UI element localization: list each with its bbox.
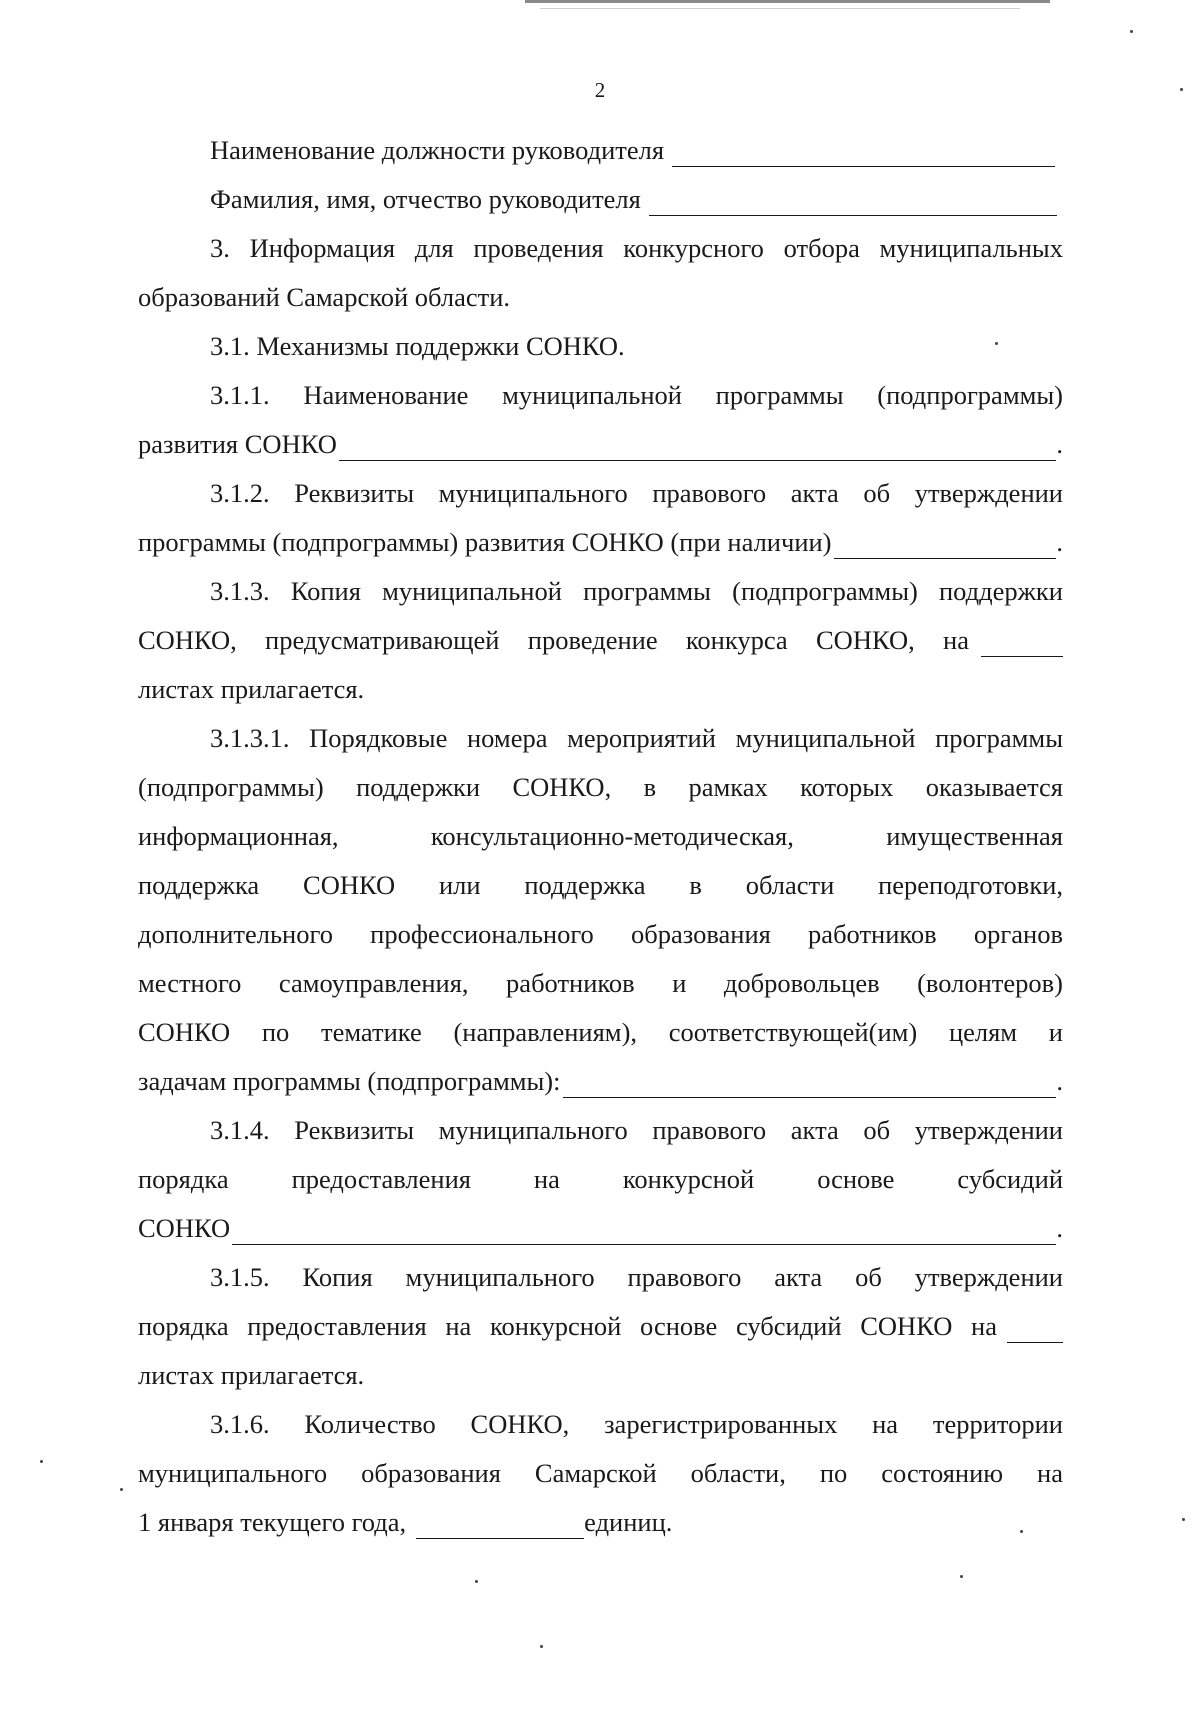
name-label: Фамилия, имя, отчество руководителя: [210, 184, 641, 214]
item-3-1-3-1-line: местного самоуправления, работников и добровольцев (волонтеров): [138, 968, 1063, 998]
name-blank[interactable]: [649, 191, 1057, 216]
item-3-1-1-field: развития СОНКО .: [138, 429, 1063, 459]
item-3-1-6-field: [138, 1505, 672, 1539]
item-3-1-3-1-text: задачам программы (подпрограммы):: [138, 1066, 561, 1096]
item-3-1-2-field: программы (подпрограммы) развития СОНКО (при наличии) .: [138, 527, 1063, 557]
scan-speck: [1180, 88, 1183, 91]
item-3-1-3-1-line: дополнительного профессионального образования работников органов: [138, 919, 1063, 949]
position-label: Наименование должности руководителя: [210, 135, 665, 165]
sonko-count-blank[interactable]: [416, 1516, 584, 1539]
item-3-1-5: 3.1.5. Копия муниципального правового акта об утверждении: [210, 1262, 1063, 1292]
item-3-1-3-1: 3.1.3.1. Порядковые номера мероприятий муниципальной программы: [210, 723, 1063, 753]
item-3-1-4-field: СОНКО .: [138, 1213, 1063, 1243]
scan-speck: [995, 342, 998, 345]
item-3-1-4-text: СОНКО: [138, 1213, 231, 1243]
item-3-1-5-text: порядка предоставления на конкурсной основе субсидий СОНКО на: [138, 1311, 997, 1341]
item-3-1-3-1-line: СОНКО по тематике (направлениям), соответствующей(им) целям и: [138, 1017, 1063, 1047]
scan-speck: [1130, 30, 1133, 33]
scan-speck: [475, 1580, 478, 1583]
item-3-1-2-text: программы (подпрограммы) развития СОНКО (при наличии): [138, 527, 832, 557]
item-3-1-3-1-field: задачам программы (подпрограммы): .: [138, 1066, 1063, 1096]
sheets-count-blank[interactable]: [981, 634, 1063, 657]
item-3-1-4: 3.1.4. Реквизиты муниципального правового акта об утверждении: [210, 1115, 1063, 1145]
item-3-1-6-line: муниципального образования Самарской области, по состоянию на: [138, 1458, 1063, 1488]
scan-speck: [40, 1460, 43, 1463]
item-3-1-3-1-line: (подпрограммы) поддержки СОНКО, в рамках которых оказывается: [138, 772, 1063, 802]
item-3-1-5-end: листах прилагается.: [138, 1360, 365, 1390]
item-3-1-1: 3.1.1. Наименование муниципальной программы (подпрограммы): [210, 380, 1063, 410]
scan-speck: [960, 1575, 963, 1578]
item-3-1-6-text: 1 января текущего года,: [138, 1507, 407, 1537]
scan-top-edge: [540, 8, 1020, 9]
item-3-1-3-field: [138, 623, 1063, 657]
event-numbers-blank[interactable]: [563, 1073, 1057, 1098]
name-field: [210, 182, 1057, 216]
item-3-1-6: 3.1.6. Количество СОНКО, зарегистрированных на территории: [210, 1409, 1063, 1439]
program-name-blank[interactable]: [339, 436, 1057, 461]
item-3-1-4-line: порядка предоставления на конкурсной основе субсидий: [138, 1164, 1063, 1194]
item-3-1-2: 3.1.2. Реквизиты муниципального правового акта об утверждении: [210, 478, 1063, 508]
page-number: 2: [594, 78, 606, 102]
position-field: [210, 133, 1055, 167]
item-3-1-3-end: листах прилагается.: [138, 674, 365, 704]
act-sheets-blank[interactable]: [1007, 1320, 1063, 1343]
item-3-1-3-text: СОНКО, предусматривающей проведение конкурса СОНКО, на: [138, 625, 969, 655]
item-3-1-5-field: [138, 1309, 1063, 1343]
subsidy-act-blank[interactable]: [232, 1220, 1056, 1245]
item-3-1-3-1-line: поддержка СОНКО или поддержка в области переподготовки,: [138, 870, 1063, 900]
scan-speck: [540, 1645, 543, 1648]
scan-speck: [1182, 1518, 1185, 1521]
position-blank[interactable]: [672, 142, 1055, 167]
item-3-1-3: 3.1.3. Копия муниципальной программы (подпрограммы) поддержки: [210, 576, 1063, 606]
scan-speck: [120, 1488, 123, 1491]
scan-speck: [1020, 1530, 1023, 1533]
section-3-1-heading: 3.1. Механизмы поддержки СОНКО.: [210, 331, 625, 361]
act-details-blank[interactable]: [834, 534, 1057, 559]
item-3-1-3-1-line: информационная, консультационно-методическая, имущественная: [138, 821, 1063, 851]
section-3-heading: 3. Информация для проведения конкурсного отбора муниципальных: [210, 233, 1063, 263]
item-3-1-1-text: развития СОНКО: [138, 429, 337, 459]
scan-top-edge: [525, 0, 1050, 3]
item-3-1-6-units: единиц.: [584, 1507, 673, 1537]
section-3-heading-cont: образований Самарской области.: [138, 282, 510, 312]
